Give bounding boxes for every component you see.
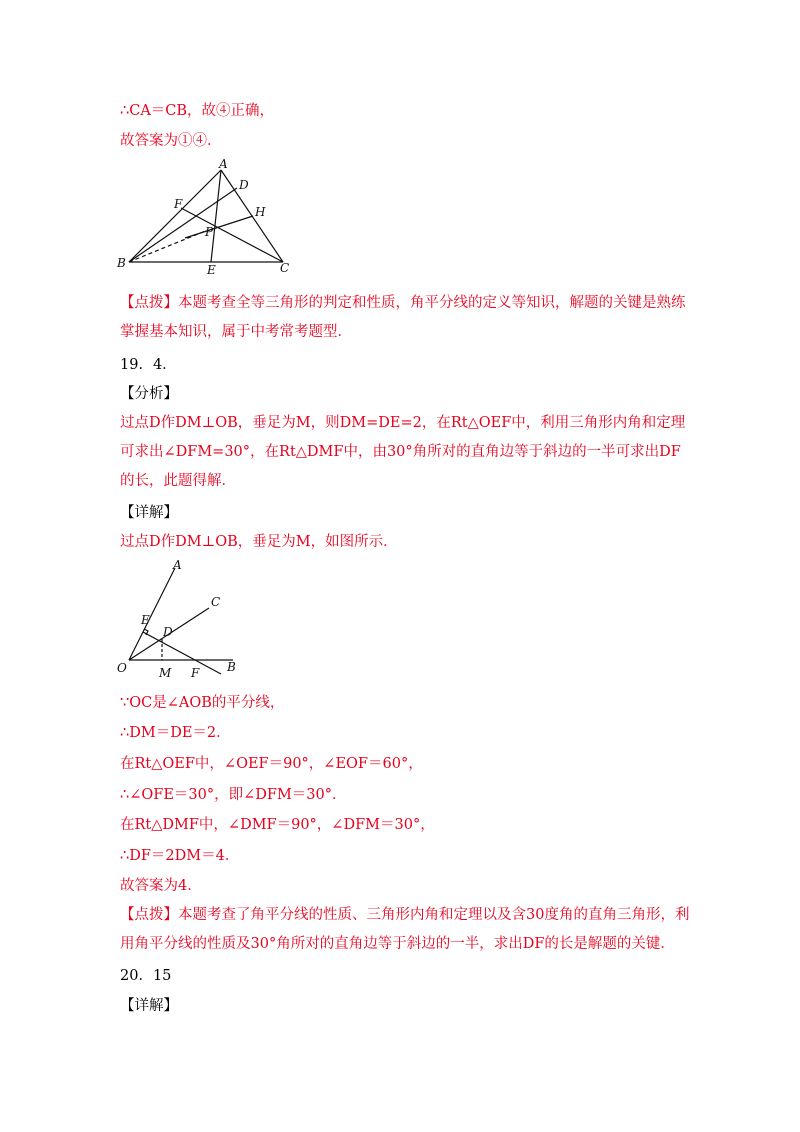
text-line-ca-cb: ∴CA＝CB，故④正确， <box>120 103 275 119</box>
seg-ef <box>143 632 221 674</box>
label-d: D <box>239 178 249 192</box>
step-line-3: 在Rt△OEF中，∠OEF＝90°，∠EOF＝60°， <box>120 756 423 772</box>
fenxi-heading: 【分析】 <box>120 386 178 402</box>
label-p: P <box>205 225 214 239</box>
label-a: A <box>219 158 228 171</box>
label-e: E <box>207 263 216 277</box>
seg-bd <box>129 188 237 262</box>
label-h: H <box>255 205 266 219</box>
xiangjie-heading-2: 【详解】 <box>120 998 178 1014</box>
label-c: C <box>280 261 290 275</box>
seg-ab <box>129 170 221 262</box>
step-line-6: ∴DF＝2DM＝4． <box>120 848 240 864</box>
fig2-label-m: M <box>159 666 172 680</box>
question-19-answer: 19．4． <box>120 357 177 373</box>
step-line-5: 在Rt△DMF中，∠DMF＝90°，∠DFM＝30°， <box>120 817 435 833</box>
dianbo-paragraph-1: 【点拨】本题考查全等三角形的判定和性质，角平分线的定义等知识，解题的关键是熟练掌握基本知识，属于中考常考题型． <box>120 295 686 340</box>
fig2-label-c: C <box>211 595 221 609</box>
ray-oa <box>129 568 175 660</box>
label-f: F <box>174 197 183 211</box>
text-line-answer-1-4: 故答案为①④． <box>120 133 222 149</box>
fenxi-paragraph: 过点D作DM⊥OB，垂足为M，则DM=DE=2，在Rt△OEF中，利用三角形内角和定理可求出∠DFM=30°，在Rt△DMF中，由30°角所对的直角边等于斜边的一半可求出DF的长，此题得解． <box>120 415 686 489</box>
step-line-7: 故答案为4． <box>120 878 202 894</box>
fig2-label-o: O <box>117 661 127 675</box>
step-line-2: ∴DM＝DE＝2． <box>120 725 231 741</box>
fig2-label-b: B <box>227 660 236 674</box>
xiangjie-heading: 【详解】 <box>120 505 178 521</box>
fig2-label-f: F <box>191 666 200 680</box>
step-line-1: ∵OC是∠AOB的平分线， <box>120 695 285 711</box>
xiangjie-line-1: 过点D作DM⊥OB，垂足为M，如图所示． <box>120 534 398 550</box>
fig2-label-e: E <box>141 613 150 627</box>
seg-ae <box>211 170 221 262</box>
dianbo-paragraph-2: 【点拨】本题考查了角平分线的性质、三角形内角和定理以及含30度角的直角三角形，利用角平分线的性质及30°角所对的直角边等于斜边的一半，求出DF的长是解题的关键． <box>120 907 690 952</box>
step-line-4: ∴∠OFE＝30°，即∠DFM＝30°． <box>120 787 347 803</box>
fig2-label-a: A <box>173 558 182 572</box>
fig2-label-d: D <box>163 625 173 639</box>
figure-angle-aob <box>115 558 250 682</box>
figure-triangle-abc <box>115 158 305 280</box>
question-20-answer: 20．15 <box>120 968 172 984</box>
label-b: B <box>117 256 126 270</box>
